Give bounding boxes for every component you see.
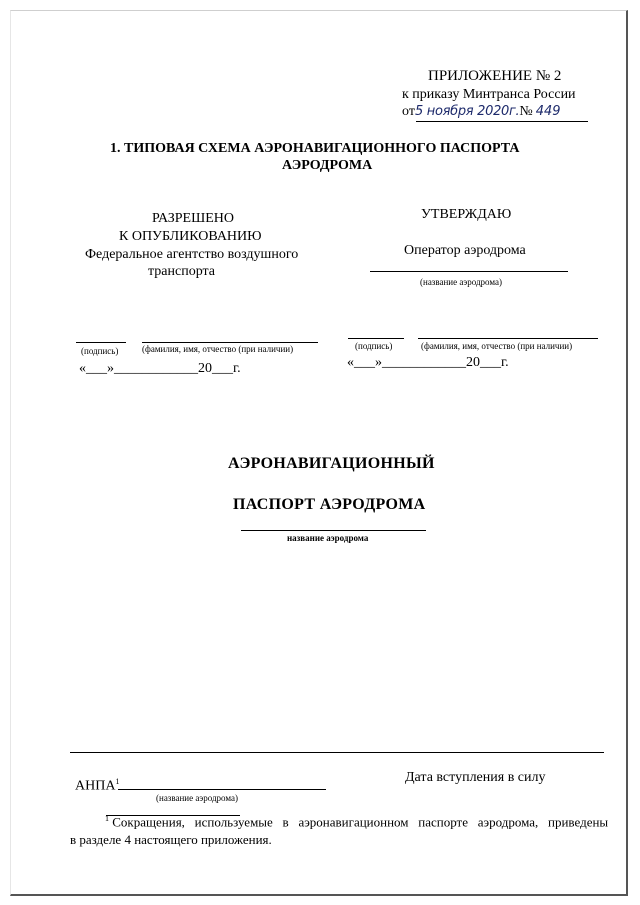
right-fio-line <box>418 338 598 339</box>
main-title-line1: АЭРОНАВИГАЦИОННЫЙ <box>228 455 435 472</box>
footer-separator <box>70 752 604 753</box>
anpa-caption: (название аэродрома) <box>156 793 238 803</box>
left-date-line: «___»____________20___г. <box>79 361 241 376</box>
footnote-text: Сокращения, используемые в аэронавигационном паспорте аэродрома, приведены <box>112 814 609 830</box>
agency-name-line2: транспорта <box>148 264 216 279</box>
main-title-line2: ПАСПОРТ АЭРОДРОМА <box>233 496 426 513</box>
main-title-caption: название аэродрома <box>287 533 369 543</box>
number-label: № <box>519 104 533 119</box>
anpa-name-line <box>118 789 326 790</box>
appendix-label: ПРИЛОЖЕНИЕ № 2 <box>428 68 562 84</box>
aerodrome-name-line <box>370 271 568 272</box>
footnote-number: 1 <box>105 814 109 823</box>
for-publication-label: К ОПУБЛИКОВАНИЮ <box>119 229 262 244</box>
anpa-label <box>75 777 119 795</box>
anpa-footnote-mark: 1 <box>115 777 120 786</box>
handwritten-number: 449 <box>535 104 561 119</box>
left-signature-line <box>76 342 126 343</box>
agency-name: Федеральное агентство воздушного <box>85 247 299 262</box>
right-signature-line <box>348 338 404 339</box>
permitted-label: РАЗРЕШЕНО <box>152 211 235 226</box>
operator-label: Оператор аэродрома <box>404 243 526 258</box>
right-signature-caption: (подпись) <box>355 341 393 351</box>
approve-label: УТВЕРЖДАЮ <box>421 207 512 222</box>
footnote-line2: в разделе 4 настоящего приложения. <box>70 832 272 847</box>
left-signature-caption: (подпись) <box>81 346 119 356</box>
section-title-line2: АЭРОДРОМА <box>282 158 373 173</box>
left-fio-caption: (фамилия, имя, отчество (при наличии) <box>142 344 294 354</box>
date-underline <box>416 121 588 122</box>
main-title-underline <box>241 530 426 531</box>
order-date-line <box>402 104 561 120</box>
effective-date-label: Дата вступления в силу <box>405 770 546 785</box>
order-reference: к приказу Минтранса России <box>402 87 576 102</box>
footnote-line1 <box>105 814 608 830</box>
left-fio-line <box>142 342 318 343</box>
section-title: 1. ТИПОВАЯ СХЕМА АЭРОНАВИГАЦИОННОГО ПАСПОРТА <box>110 141 520 156</box>
right-fio-caption: (фамилия, имя, отчество (при наличии) <box>421 341 573 351</box>
handwritten-date: 5 ноября 2020г. <box>414 104 520 119</box>
from-prefix: от <box>402 104 415 119</box>
right-date-line: «___»____________20___г. <box>347 355 509 370</box>
aerodrome-caption: (название аэродрома) <box>420 277 502 287</box>
anpa-text: АНПА <box>75 778 116 794</box>
